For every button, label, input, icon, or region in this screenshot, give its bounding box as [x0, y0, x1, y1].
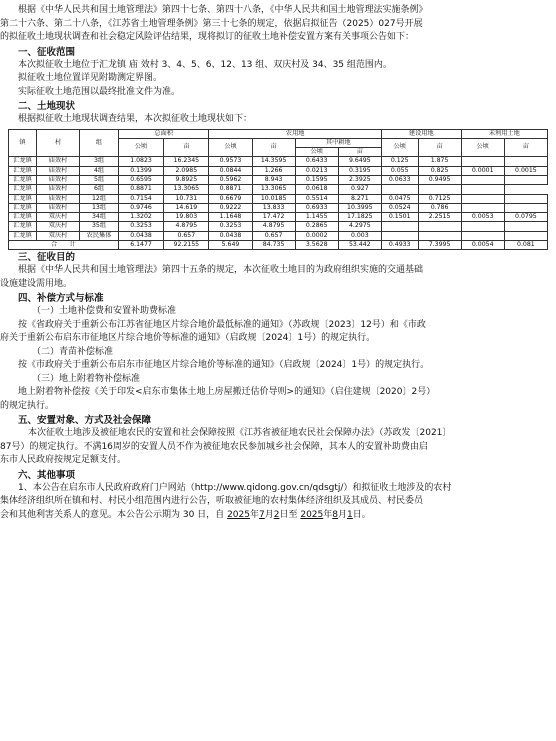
table-cell: 汇龙镇 — [9, 231, 37, 240]
table-cell — [418, 185, 461, 194]
table-cell — [461, 231, 504, 240]
table-cell: 0.9573 — [209, 157, 252, 166]
s5-line-2: 87号）的规定执行。不满16周岁的安置人员不作为被征地农民参加城乡社会保障，其本人的安置补助费由启 — [0, 441, 428, 452]
table-cell: 汇龙镇 — [9, 185, 37, 194]
table-cell: 庙效村 — [37, 166, 80, 175]
th-unit: 亩 — [252, 138, 295, 157]
table-cell: 0.825 — [418, 166, 461, 175]
total-cell: 5.649 — [209, 241, 252, 250]
table-cell: 0.0002 — [295, 231, 338, 240]
section-1-title: 一、征收范围 — [18, 46, 76, 58]
table-row — [9, 194, 548, 203]
end-month: 8 — [332, 509, 339, 520]
total-cell: 53.442 — [338, 241, 381, 250]
s4-sub-1: （一）土地补偿费和安置补助费标准 — [32, 306, 177, 317]
table-body — [9, 157, 548, 250]
table-cell — [381, 222, 418, 231]
table-cell: 35组 — [80, 222, 119, 231]
s3-line-1: 根据《中华人民共和国土地管理法》第四十五条的规定，本次征收土地目的为政府组织实施的交通基础 — [18, 265, 424, 276]
table-cell: 4组 — [80, 166, 119, 175]
table-cell: 9.6495 — [338, 157, 381, 166]
s6-text: 月 — [338, 509, 348, 520]
table-cell — [461, 222, 504, 231]
table-cell: 13.3065 — [252, 185, 295, 194]
table-cell: 0.0438 — [209, 231, 252, 240]
s4-p3-line-2: 的规定执行。 — [0, 400, 55, 411]
table-cell: 1.1648 — [209, 213, 252, 222]
table-cell: 1.266 — [252, 166, 295, 175]
s6-line-3 — [0, 509, 556, 523]
total-cell: 6.1477 — [118, 241, 163, 250]
table-cell: 9.8925 — [164, 175, 209, 184]
table-cell: 4.8795 — [252, 222, 295, 231]
table-cell: 汇龙镇 — [9, 157, 37, 166]
table-cell: 汇龙镇 — [9, 194, 37, 203]
start-year: 2025 — [227, 509, 250, 520]
s3-line-2: 设施建设需用地。 — [0, 278, 73, 289]
table-cell: 0.657 — [252, 231, 295, 240]
table-cell: 1.1455 — [295, 213, 338, 222]
table-row — [9, 213, 548, 222]
table-cell: 0.125 — [381, 157, 418, 166]
total-cell: 0.4933 — [381, 241, 418, 250]
total-cell: 7.3995 — [418, 241, 461, 250]
table-cell: 0.6933 — [295, 203, 338, 212]
intro-line-1: 根据《中华人民共和国土地管理法》第四十七条、第四十八条，《中华人民共和国土地管理法实施条例》 — [18, 5, 428, 15]
table-row — [9, 175, 548, 184]
table-cell: 12组 — [80, 194, 119, 203]
table-cell: 19.803 — [164, 213, 209, 222]
total-cell: 0.0054 — [461, 241, 504, 250]
s2-lead: 根据拟征收土地现状调查结果，本次拟征收土地现状如下： — [18, 114, 253, 124]
table-cell: 0.1501 — [381, 213, 418, 222]
land-status-table — [8, 129, 548, 251]
table-total-row — [9, 241, 548, 250]
table-cell — [381, 231, 418, 240]
table-cell: 0.8871 — [118, 185, 163, 194]
table-cell: 17.472 — [252, 213, 295, 222]
start-day: 2 — [273, 509, 280, 520]
table-cell: 0.0053 — [461, 213, 504, 222]
th-unit: 亩 — [504, 138, 547, 157]
th-unit: 公顷 — [295, 148, 338, 157]
table-cell: 0.7125 — [418, 194, 461, 203]
table-cell — [381, 185, 418, 194]
table-cell: 1.0823 — [118, 157, 163, 166]
table-cell: 0.1399 — [118, 166, 163, 175]
table-cell: 双庆村 — [37, 231, 80, 240]
table-cell: 0.9222 — [209, 203, 252, 212]
table-row — [9, 203, 548, 212]
s4-p2: 按《市政府关于重新公布启东市征地区片综合地价等标准的通知》（启政规〔2024〕1号）的规定执行。 — [18, 360, 430, 371]
table-cell: 0.6679 — [209, 194, 252, 203]
th-unused: 未利用土地 — [461, 129, 547, 138]
section-6-title: 六、其他事项 — [18, 469, 76, 481]
table-cell: 0.8871 — [209, 185, 252, 194]
s1-line-3: 实际征收土地范围以最终批准文件为准。 — [18, 86, 181, 97]
table-cell — [461, 194, 504, 203]
table-cell: 双庆村 — [37, 213, 80, 222]
table-cell: 0.0795 — [504, 213, 547, 222]
table-cell: 农民集体 — [80, 231, 119, 240]
table-cell: 0.5514 — [295, 194, 338, 203]
table-cell: 14.619 — [164, 203, 209, 212]
table-cell: 0.927 — [338, 185, 381, 194]
table-cell — [461, 175, 504, 184]
total-cell: 3.5628 — [295, 241, 338, 250]
table-cell — [504, 175, 547, 184]
th-farmland: 农用地 — [209, 129, 381, 138]
table-cell: 10.0185 — [252, 194, 295, 203]
table-cell: 14.3595 — [252, 157, 295, 166]
intro-line-2: 第二十六条、第二十八条，《江苏省土地管理条例》第三十七条的规定，依据启拟征告（2025）027号开展 — [0, 18, 423, 29]
table-cell: 庙效村 — [37, 203, 80, 212]
s4-p1-line-1: 按《省政府关于重新公布江苏省征地区片综合地价最低标准的通知》（苏政规〔2023〕12号）和《市政 — [18, 319, 426, 330]
table-cell: 庙效村 — [37, 157, 80, 166]
section-4-title: 四、补偿方式与标准 — [18, 293, 104, 305]
table-cell: 0.055 — [381, 166, 418, 175]
s5-line-3: 东市人民政府按规定足额支付。 — [0, 455, 127, 466]
table-cell: 16.2345 — [164, 157, 209, 166]
s4-sub-3: （三）地上附着物补偿标准 — [32, 373, 141, 384]
th-cultivated: 其中耕地 — [295, 138, 381, 147]
table-cell: 5组 — [80, 175, 119, 184]
table-row — [9, 231, 548, 240]
th-total-area: 总面积 — [118, 129, 209, 138]
th-town: 镇 — [9, 129, 37, 157]
table-cell: 0.0001 — [461, 166, 504, 175]
th-unit: 亩 — [338, 148, 381, 157]
s5-line-1: 本次征收土地涉及被征地农民的安置和社会保障按照《江苏省被征地农民社会保障办法》（苏政发〔2021〕 — [28, 428, 452, 439]
table-cell: 13.833 — [252, 203, 295, 212]
table-cell: 0.9746 — [118, 203, 163, 212]
table-cell: 汇龙镇 — [9, 175, 37, 184]
table-cell: 0.0438 — [118, 231, 163, 240]
table-cell: 0.003 — [338, 231, 381, 240]
section-3-title: 三、征收目的 — [18, 252, 76, 264]
th-unit: 公顷 — [118, 138, 163, 157]
table-cell: 汇龙镇 — [9, 166, 37, 175]
th-unit: 公顷 — [381, 138, 418, 157]
th-unit: 亩 — [164, 138, 209, 157]
table-cell: 汇龙镇 — [9, 213, 37, 222]
start-month: 7 — [258, 509, 265, 520]
table-cell: 0.7154 — [118, 194, 163, 203]
table-cell: 0.3195 — [338, 166, 381, 175]
table-cell: 0.0524 — [381, 203, 418, 212]
table-cell: 2.0985 — [164, 166, 209, 175]
table-cell: 0.5962 — [209, 175, 252, 184]
table-cell: 0.3253 — [118, 222, 163, 231]
table-cell: 0.6433 — [295, 157, 338, 166]
table-cell: 0.0844 — [209, 166, 252, 175]
table-cell: 8.943 — [252, 175, 295, 184]
section-5-title: 五、安置对象、方式及社会保障 — [18, 415, 152, 427]
table-cell: 2.3925 — [338, 175, 381, 184]
table-cell — [504, 222, 547, 231]
table-row — [9, 157, 548, 166]
table-cell: 1.875 — [418, 157, 461, 166]
table-cell: 4.2975 — [338, 222, 381, 231]
table-cell — [418, 222, 461, 231]
total-label: 合 计 — [9, 241, 119, 250]
table-cell — [461, 185, 504, 194]
table-cell — [461, 157, 504, 166]
table-row — [9, 222, 548, 231]
th-construction: 建设用地 — [381, 129, 461, 138]
th-group: 组 — [80, 129, 119, 157]
table-cell: 0.786 — [418, 203, 461, 212]
total-cell: 92.2155 — [164, 241, 209, 250]
s1-line-1: 本次拟征收土地位于汇龙镇 庙 效村 3、4、5、6、12、13 组、双庆村及 34、35 组范围内。 — [18, 59, 392, 70]
table-cell: 0.657 — [164, 231, 209, 240]
table-cell — [504, 203, 547, 212]
table-cell: 0.3253 — [209, 222, 252, 231]
table-cell: 6组 — [80, 185, 119, 194]
intro-line-3: 的拟征收土地现状调查和社会稳定风险评估结果，现将拟订的征收土地补偿安置方案有关事项公告如下： — [0, 32, 415, 42]
table-cell — [461, 203, 504, 212]
table-cell: 0.0618 — [295, 185, 338, 194]
table-cell: 34组 — [80, 213, 119, 222]
table-cell: 8.271 — [338, 194, 381, 203]
table-row — [9, 166, 548, 175]
table-cell: 0.6595 — [118, 175, 163, 184]
s6-line-2: 集体经济组织所在镇和村、村民小组范围内进行公告，听取被征地的农村集体经济组织及其成员、村民委员 — [0, 496, 424, 507]
table-cell: 汇龙镇 — [9, 203, 37, 212]
table-cell — [504, 157, 547, 166]
section-2-title: 二、土地现状 — [18, 101, 76, 112]
total-cell: 0.081 — [504, 241, 547, 250]
s6-text: 日至 — [279, 509, 298, 520]
table-cell: 双庆村 — [37, 222, 80, 231]
s4-p1-line-2: 府关于重新公布启东市征地区片综合地价等标准的通知》（启政规〔2024〕1号）的规定执行。 — [0, 333, 376, 344]
th-unit: 亩 — [418, 138, 461, 157]
s6-text: 年 — [249, 509, 259, 520]
s6-line-1: 1、本公告在启东市人民政府政府门户网站（http://www.qidong.gov.cn/qdsgtj/）和拟征收土地涉及的农村 — [18, 482, 452, 493]
table-cell: 汇龙镇 — [9, 222, 37, 231]
end-day: 1 — [347, 509, 353, 520]
s6-text: 日。 — [352, 509, 371, 520]
table-cell: 0.1595 — [295, 175, 338, 184]
end-year: 2025 — [300, 509, 324, 520]
table-cell: 庙效村 — [37, 185, 80, 194]
s6-text: 年 — [323, 509, 333, 520]
table-cell — [504, 231, 547, 240]
table-row — [9, 185, 548, 194]
table-cell: 17.1825 — [338, 213, 381, 222]
total-cell: 84.735 — [252, 241, 295, 250]
s1-line-2: 拟征收土地位置详见附勘测定界图。 — [18, 73, 163, 83]
s4-sub-2: （二）青苗补偿标准 — [32, 346, 114, 357]
table-cell: 1.3202 — [118, 213, 163, 222]
table-cell: 0.0633 — [381, 175, 418, 184]
th-unit: 公顷 — [461, 138, 504, 157]
table-cell: 庙效村 — [37, 194, 80, 203]
table-cell: 10.3995 — [338, 203, 381, 212]
table-cell: 0.0475 — [381, 194, 418, 203]
table-cell: 0.9495 — [418, 175, 461, 184]
table-cell: 0.2865 — [295, 222, 338, 231]
table-cell: 13.3065 — [164, 185, 209, 194]
th-village: 村 — [37, 129, 80, 157]
table-cell — [504, 194, 547, 203]
s4-p3-line-1: 地上附着物补偿按《关于印发<启东市集体土地上房屋搬迁估价导则>的通知》（启住建规〔2020〕2号） — [18, 387, 436, 398]
s6-text: 会和其他利害关系人的意见。本公告公示期为 30 日，自 — [0, 509, 225, 520]
s6-text: 月 — [264, 509, 274, 520]
table-cell: 4.8795 — [164, 222, 209, 231]
table-cell: 2.2515 — [418, 213, 461, 222]
th-unit: 公顷 — [209, 138, 252, 157]
table-cell: 13组 — [80, 203, 119, 212]
table-cell: 庙效村 — [37, 175, 80, 184]
table-cell: 3组 — [80, 157, 119, 166]
table-cell: 10.731 — [164, 194, 209, 203]
table-cell — [418, 231, 461, 240]
table-cell: 0.0213 — [295, 166, 338, 175]
table-cell: 0.0015 — [504, 166, 547, 175]
